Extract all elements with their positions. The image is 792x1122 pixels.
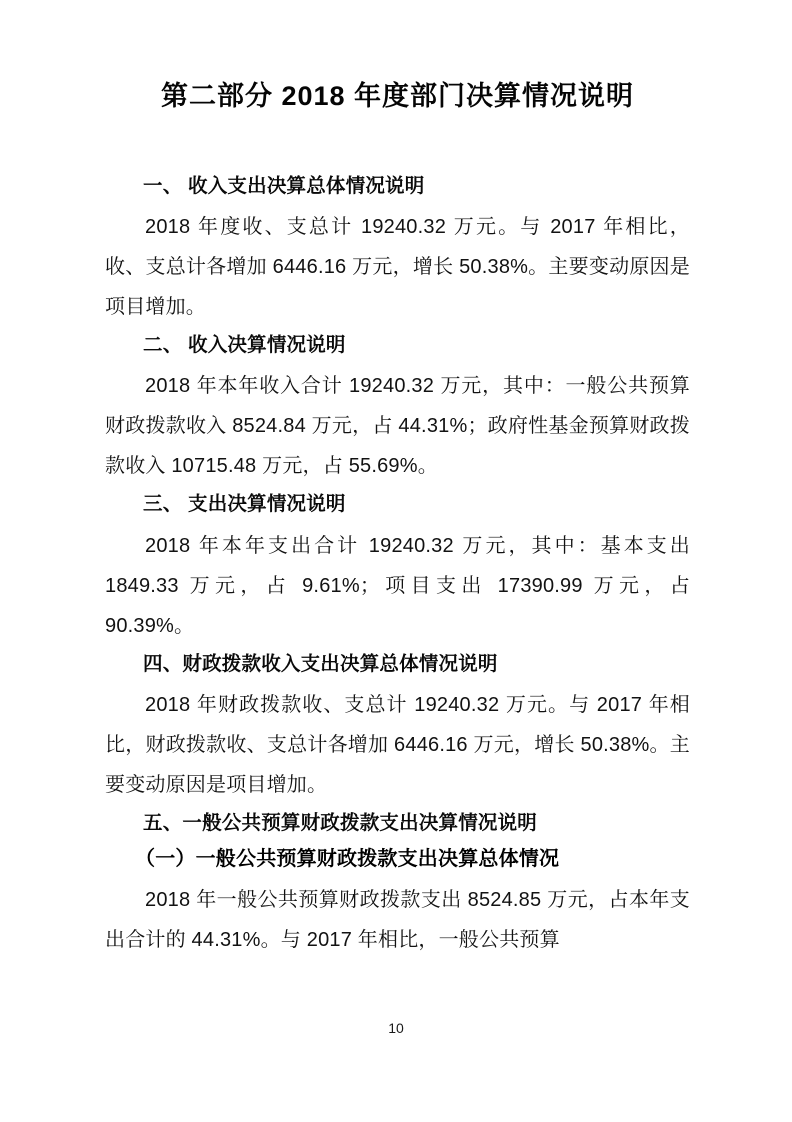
section-heading: 一、 收入支出决算总体情况说明 [143,174,425,197]
section-general-public-budget [105,809,690,960]
page-title: 第二部分 2018 年度部门决算情况说明 [160,81,635,111]
section-income-expense-overview [105,172,690,327]
section-heading: 五、一般公共预算财政拨款支出决算情况说明 [143,811,538,834]
document-body [105,78,690,964]
page-number: 10 [388,1020,404,1036]
section-paragraph: 2018 年一般公共预算财政拨款支出 8524.85 万元，占本年支出合计的 44.31%。与 2017 年相比，一般公共预算 [105,889,690,952]
subsection-heading: （一）一般公共预算财政拨款支出决算总体情况 [135,848,560,871]
section-heading: 三、 支出决算情况说明 [143,493,346,516]
section-paragraph: 2018 年本年支出合计 19240.32 万元，其中：基本支出 1849.33 万元，占 9.61%；项目支出 17390.99 万元，占 90.39%。 [105,534,690,637]
section-heading: 二、 收入决算情况说明 [143,334,346,357]
section-paragraph: 2018 年度收、支总计 19240.32 万元。与 2017 年相比，收、支总计各增加 6446.16 万元，增长 50.38%。主要变动原因是项目增加。 [105,216,690,319]
section-income-settlement [105,331,690,486]
section-expenditure-settlement [105,490,690,645]
section-paragraph: 2018 年本年收入合计 19240.32 万元，其中：一般公共预算财政拨款收入 8524.84 万元，占 44.31%；政府性基金预算财政拨款收入 10715.48 万元，占 55.69%。 [105,375,690,478]
section-paragraph: 2018 年财政拨款收、支总计 19240.32 万元。与 2017 年相比，财政拨款收、支总计各增加 6446.16 万元，增长 50.38%。主要变动原因是项目增加。 [105,693,690,796]
section-heading: 四、财政拨款收入支出决算总体情况说明 [143,652,498,675]
section-fiscal-appropriation-overview [105,650,690,805]
